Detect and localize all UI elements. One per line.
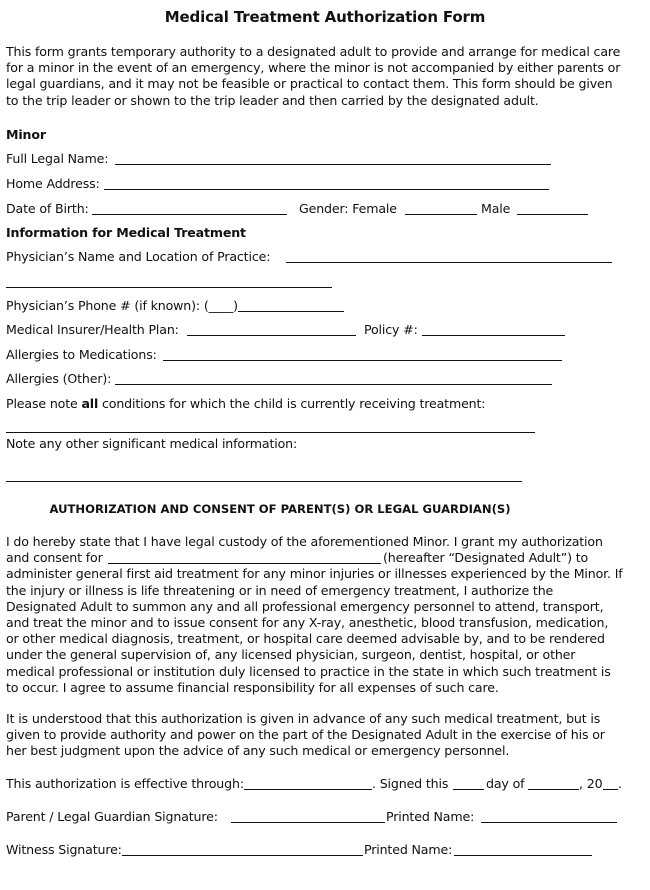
signed-day-field[interactable]	[453, 789, 484, 790]
allergies-medications-label: Allergies to Medications:	[6, 347, 157, 362]
conditions-field[interactable]	[6, 432, 535, 433]
form-title: Medical Treatment Authorization Form	[164, 8, 486, 26]
signed-this-label: . Signed this	[372, 776, 449, 791]
consent-line: or other medical diagnosis, treatment, or hospital care deemed advisable by, and to be rendered	[6, 631, 605, 647]
day-of-label: day of	[486, 776, 525, 791]
conditions-label-end: conditions for which the child is currently receiving treatment:	[98, 396, 486, 411]
witness-signature-field[interactable]	[122, 855, 363, 856]
physician-phone-label: Physician’s Phone # (if known): (____)	[6, 298, 238, 313]
allergies-medications-field[interactable]	[163, 360, 562, 361]
witness-printed-name-field[interactable]	[454, 855, 592, 856]
home-address-label: Home Address:	[6, 176, 100, 191]
intro-line: to the trip leader or shown to the trip leader and then carried by the designated adult.	[6, 92, 539, 108]
guardian-printed-name-field[interactable]	[481, 822, 617, 823]
witness-printed-name-label: Printed Name:	[364, 842, 453, 857]
consent-paragraph	[6, 534, 646, 696]
intro-line: for a minor in the event of an emergency, where the minor is not accompanied by either parents or	[6, 60, 621, 76]
witness-signature-label: Witness Signature:	[6, 842, 122, 857]
allergies-other-label: Allergies (Other):	[6, 371, 112, 386]
full-name-label: Full Legal Name:	[6, 151, 109, 166]
insurer-label: Medical Insurer/Health Plan:	[6, 322, 179, 337]
consent-line: under the general supervision of, any licensed physician, surgeon, dentist, hospital, or other	[6, 647, 576, 663]
gender-female-label: Gender: Female	[299, 201, 397, 216]
designated-adult-field[interactable]	[108, 563, 381, 564]
consent-line-designated	[6, 550, 646, 566]
policy-label: Policy #:	[364, 322, 418, 337]
physician-field-continued[interactable]	[6, 287, 332, 288]
guardian-signature-label: Parent / Legal Guardian Signature:	[6, 809, 218, 824]
consent-line: to occur. I agree to assume financial responsibility for all expenses of such care.	[6, 679, 499, 695]
conditions-label-emphasis: all	[81, 396, 99, 411]
year-suffix-label: .	[618, 776, 622, 791]
consent-heading: AUTHORIZATION AND CONSENT OF PARENT(S) OR LEGAL GUARDIAN(S)	[49, 502, 511, 516]
intro-line: legal guardians, and it may not be feasible or practical to contact them. This form should be given	[6, 76, 613, 92]
medical-heading: Information for Medical Treatment	[6, 225, 246, 240]
intro-line: This form grants temporary authority to a designated adult to provide and arrange for medical care	[6, 44, 621, 59]
home-address-field[interactable]	[104, 189, 549, 190]
physician-field[interactable]	[286, 262, 612, 263]
consent-line: the injury or illness is life threatening or in need of emergency treatment, I authorize the	[6, 582, 554, 598]
other-info-field[interactable]	[6, 481, 522, 482]
policy-field[interactable]	[422, 335, 565, 336]
gender-male-field[interactable]	[517, 214, 588, 215]
advance-line: her best judgment upon the advice of any such medical or emergency personnel.	[6, 743, 510, 759]
consent-line: administer general first aid treatment for any minor injuries or illnesses experienced by the Minor. If	[6, 566, 623, 582]
dob-label: Date of Birth:	[6, 201, 89, 216]
intro-paragraph	[6, 44, 646, 109]
physician-phone-field[interactable]	[238, 311, 344, 312]
allergies-other-field[interactable]	[115, 384, 552, 385]
other-info-label: Note any other significant medical information:	[6, 436, 298, 451]
advance-line: given to provide authority and power on the part of the Designated Adult in the exercise of his or	[6, 727, 605, 743]
gender-male-label: Male	[481, 201, 511, 216]
advance-line: It is understood that this authorization is given in advance of any such medical treatment, but is	[6, 711, 601, 726]
conditions-label-start: Please note	[6, 396, 82, 411]
designated-adult-suffix: (hereafter “Designated Adult”) to	[383, 550, 589, 566]
year-prefix-label: , 20	[579, 776, 603, 791]
gender-female-field[interactable]	[405, 214, 477, 215]
guardian-printed-name-label: Printed Name:	[386, 809, 475, 824]
dob-field[interactable]	[92, 214, 287, 215]
minor-heading: Minor	[6, 127, 46, 142]
consent-line: I do hereby state that I have legal custody of the aforementioned Minor. I grant my authorization	[6, 534, 603, 549]
consent-for-label: and consent for	[6, 550, 103, 566]
insurer-field[interactable]	[187, 335, 356, 336]
signed-month-field[interactable]	[528, 789, 579, 790]
consent-line: medical professional or institution duly licensed to practice in the state in which such treatment is	[6, 663, 611, 679]
guardian-signature-field[interactable]	[231, 822, 385, 823]
consent-line: and treat the minor and to issue consent for any X-ray, anesthetic, blood transfusion, medication,	[6, 615, 609, 630]
consent-line: Designated Adult to summon any and all professional emergency personnel to attend, transport,	[6, 598, 604, 614]
effective-through-field[interactable]	[244, 789, 372, 790]
advance-paragraph	[6, 711, 646, 760]
effective-through-label: This authorization is effective through:	[6, 776, 244, 791]
conditions-label	[6, 396, 485, 411]
signed-year-field[interactable]	[603, 789, 618, 790]
physician-label: Physician’s Name and Location of Practice:	[6, 249, 271, 264]
full-name-field[interactable]	[115, 164, 551, 165]
